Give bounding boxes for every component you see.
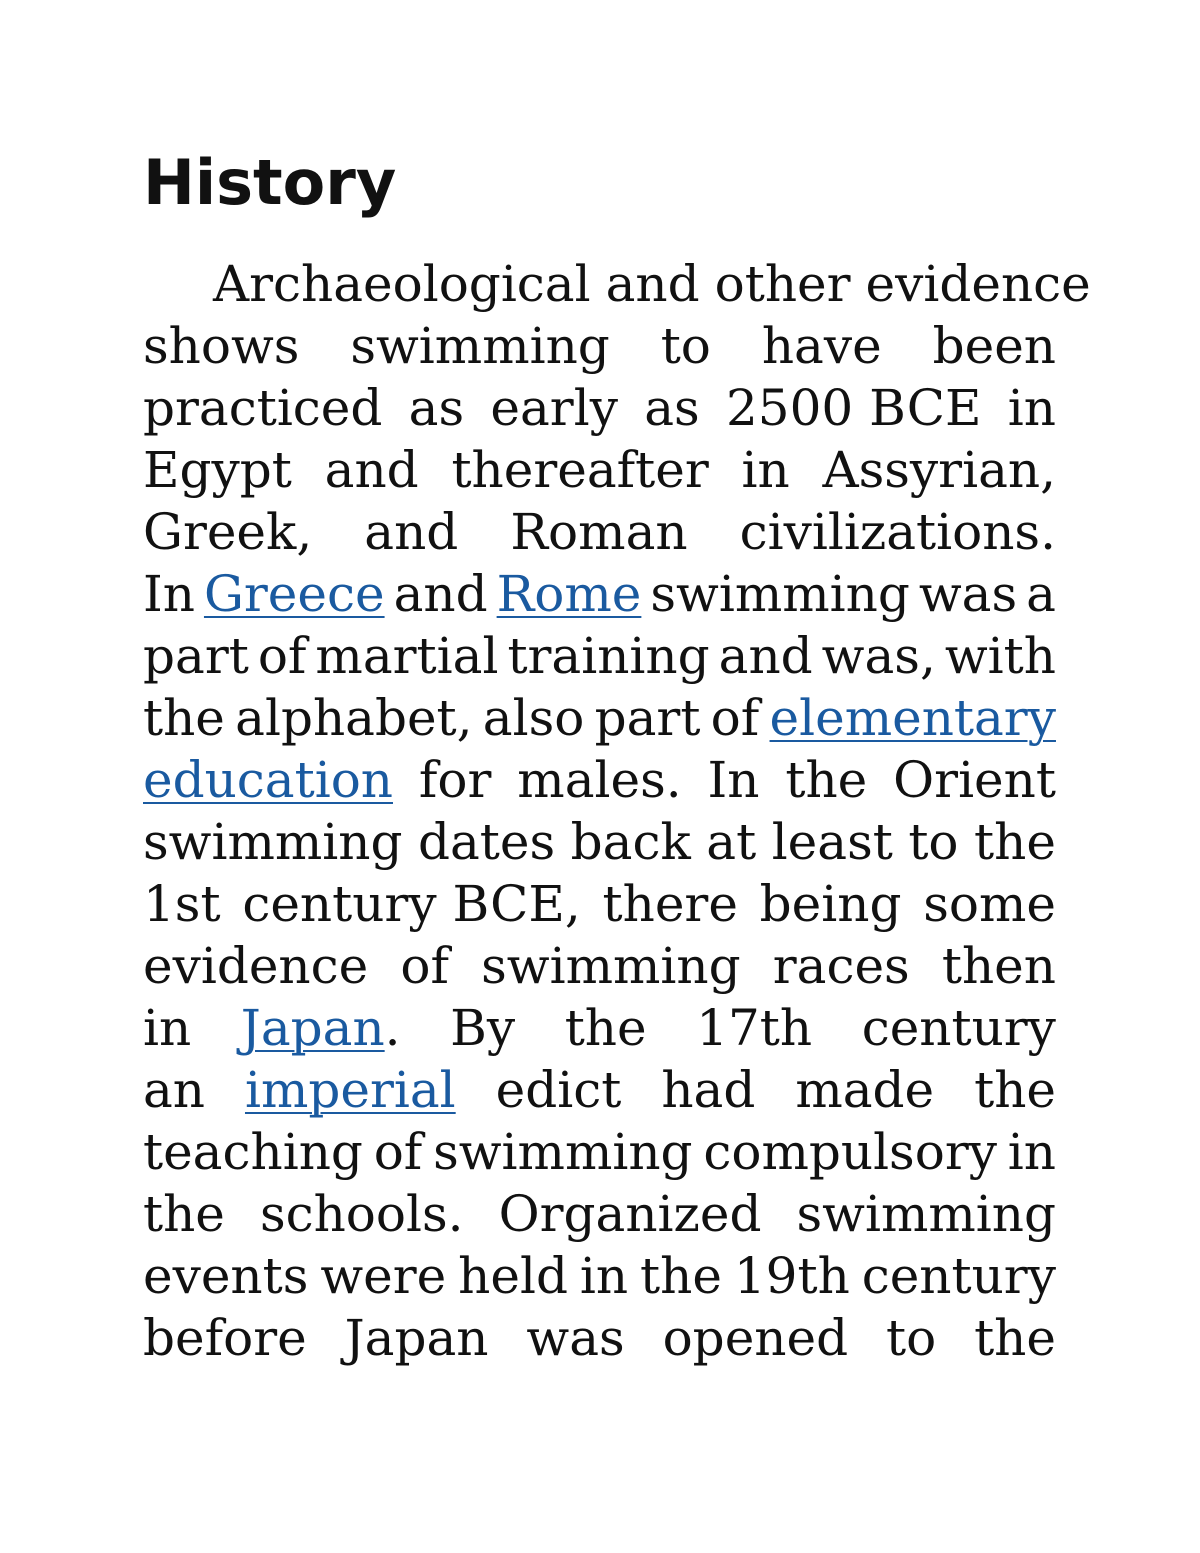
word: schools. [259,1185,464,1243]
word: in [1007,379,1056,437]
word: were [320,1247,447,1305]
word: swimming [433,1123,693,1181]
word: to [908,813,959,871]
word: part [594,689,701,747]
word: the [974,1061,1056,1119]
word: of [257,627,307,685]
paragraph-line [143,1121,1056,1183]
paragraph-line [143,1183,1056,1245]
word: in [143,999,192,1057]
word: century [861,999,1056,1057]
word: the [640,1247,722,1305]
word: the [974,813,1056,871]
word: evidence [143,937,369,995]
word: been [932,317,1056,375]
word: the [143,1185,225,1243]
word: the [143,689,225,747]
word: was [918,565,1018,623]
paragraph-line [143,563,1056,625]
word: some [923,875,1056,933]
word: held [458,1247,568,1305]
word: a [1026,565,1056,623]
word: also [482,689,585,747]
word: was [526,1309,625,1367]
link-greece[interactable]: Greece [203,565,385,623]
word: being [759,875,902,933]
paragraph-line [213,253,1091,315]
word: made [795,1061,935,1119]
paragraph-line [143,501,1056,563]
word: as [408,379,465,437]
word: of [373,1123,423,1181]
word: alphabet, [235,689,473,747]
word: swimming [481,937,741,995]
word: Egypt [143,441,292,499]
paragraph-line [143,749,1056,811]
word: before [143,1309,307,1367]
word: to [660,317,711,375]
word: part [143,627,249,685]
word-with-link: Japan. [240,999,401,1057]
paragraph-line [143,873,1056,935]
word: and [393,565,488,623]
word: and [364,503,459,561]
word: as [644,379,700,437]
paragraph-line [143,377,1056,439]
paragraph-line [143,1245,1056,1307]
paragraph-line [143,439,1056,501]
word: evidence [865,255,1091,313]
word: 19th [733,1247,850,1305]
word: compulsory [703,1123,997,1181]
word: Roman [510,503,688,561]
word: in [741,441,790,499]
word: and [324,441,419,499]
paragraph-line [143,1059,1056,1121]
word: there [602,875,738,933]
word: with [944,627,1056,685]
word: practiced [143,379,383,437]
word: Organized [498,1185,762,1243]
word: 17th [696,999,813,1057]
word: the [974,1309,1056,1367]
word: Japan [344,1309,489,1367]
paragraph-line [143,625,1056,687]
word: males. [517,751,682,809]
word: Assyrian, [822,441,1056,499]
word: at [706,813,757,871]
word: in [1007,1123,1056,1181]
link-japan[interactable]: Japan [240,999,385,1057]
word: swimming [650,565,910,623]
link-rome[interactable]: Rome [496,565,642,623]
paragraph-line [143,811,1056,873]
word: in [579,1247,629,1305]
word: least [771,813,893,871]
word: to [885,1309,937,1367]
word: other [714,255,851,313]
word: the [785,751,868,809]
link-elementary-education[interactable]: elementary [769,689,1056,747]
paragraph-line [143,935,1056,997]
word: of [710,689,760,747]
paragraph-line [143,997,1056,1059]
word: Orient [893,751,1056,809]
word: By [450,999,516,1057]
word: In [143,565,195,623]
word: had [661,1061,756,1119]
word: civilizations. [739,503,1056,561]
word: thereafter [451,441,709,499]
word: of [400,937,449,995]
word: edict [495,1061,622,1119]
word: opened [662,1309,849,1367]
word: martial [315,627,499,685]
word: swimming [143,813,403,871]
word: century [861,1247,1056,1305]
word: have [761,317,882,375]
word: 1st [143,875,221,933]
paragraph-line [143,1307,1056,1369]
word: and [718,627,813,685]
word: 2500 BCE [725,379,982,437]
paragraph-line [143,315,1056,377]
paragraph-line [143,687,1056,749]
word: back [570,813,691,871]
word: teaching [143,1123,363,1181]
word: century BCE, [242,875,581,933]
word: races [772,937,910,995]
word: Greek, [143,503,313,561]
word: shows [143,317,300,375]
word: then [941,937,1056,995]
word: Archaeological [213,255,591,313]
word: early [490,379,618,437]
word: swimming [350,317,610,375]
word: events [143,1247,309,1305]
word: and [605,255,700,313]
word: for [418,751,492,809]
word: training [507,627,710,685]
link-imperial[interactable]: imperial [244,1061,456,1119]
word: In [707,751,760,809]
word: dates [417,813,556,871]
word: was, [821,627,936,685]
word: an [143,1061,206,1119]
link-elementary-education[interactable]: education [143,751,393,809]
section-heading: History [143,146,397,219]
word: the [564,999,647,1057]
word: swimming [796,1185,1056,1243]
